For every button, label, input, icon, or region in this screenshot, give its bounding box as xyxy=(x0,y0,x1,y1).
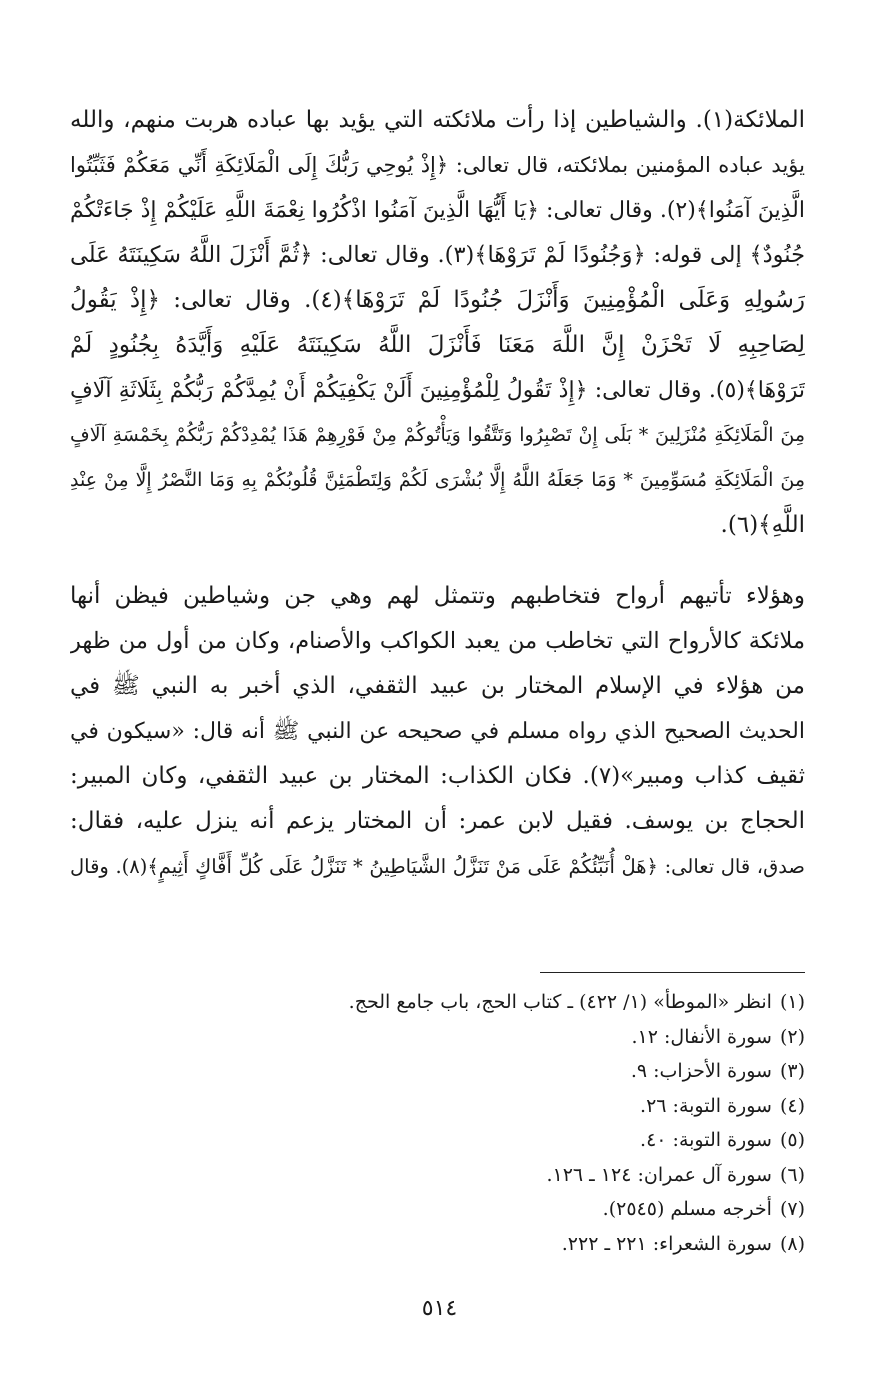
footnote xyxy=(70,1158,805,1193)
text-line: جُنُودٌ﴾ إلى قوله: ﴿وَجُنُودًا لَمْ تَرَوْهَا﴾(٣). وقال تعالى: ﴿ثُمَّ أَنْزَلَ اللَّهُ سَكِينَتَهُ عَلَى xyxy=(70,242,805,268)
footnote-number: (٤) xyxy=(779,1094,805,1117)
text-line: رَسُولِهِ وَعَلَى الْمُؤْمِنِينَ وَأَنْزَلَ جُنُودًا لَمْ تَرَوْهَا﴾(٤). وقال تعالى: ﴿إِذْ يَقُولُ xyxy=(70,287,805,313)
text-line: الَّذِينَ آمَنُوا﴾(٢). وقال تعالى: ﴿يَا أَيُّهَا الَّذِينَ آمَنُوا اذْكُرُوا نِعْمَةَ اللَّهِ عَلَيْكُمْ إِذْ جَاءَتْكُمْ xyxy=(70,198,805,223)
text-line: الحديث الصحيح الذي رواه مسلم في صحيحه عن النبي ﷺ أنه قال: «سيكون في xyxy=(70,719,805,744)
footnote xyxy=(70,1227,805,1262)
footnote-text: سورة الأنفال: ١٢. xyxy=(631,1025,772,1048)
footnote-text: سورة التوبة: ٢٦. xyxy=(640,1094,772,1117)
footnote-number: (٨) xyxy=(779,1232,805,1255)
footnote xyxy=(70,1020,805,1055)
footnote-text: سورة آل عمران: ١٢٤ ـ ١٢٦. xyxy=(546,1163,772,1186)
text-line: لِصَاحِبِهِ لَا تَحْزَنْ إِنَّ اللَّهَ مَعَنَا فَأَنْزَلَ اللَّهُ سَكِينَتَهُ عَلَيْهِ وَأَيَّدَهُ بِجُنُودٍ لَمْ xyxy=(70,332,805,358)
text-line: صدق، قال تعالى: ﴿هَلْ أُنَبِّئُكُمْ عَلَى مَنْ تَنَزَّلُ الشَّيَاطِينُ * تَنَزَّلُ عَلَى كُلِّ أَفَّاكٍ أَثِيمٍ﴾(٨). وقال xyxy=(70,855,805,878)
footnote xyxy=(70,1089,805,1124)
text-line: من هؤلاء في الإسلام المختار بن عبيد الثقفي، الذي أخبر به النبي ﷺ في xyxy=(70,673,805,699)
footnote-text: أخرجه مسلم (٢٥٤٥). xyxy=(602,1198,772,1220)
footnote xyxy=(70,985,805,1020)
footnote-number: (٢) xyxy=(779,1025,805,1048)
footnote-number: (٦) xyxy=(779,1163,805,1186)
paragraph xyxy=(70,574,805,889)
footnote xyxy=(70,1123,805,1158)
text-line: مِنَ الْمَلَائِكَةِ مُنْزَلِينَ * بَلَى إِنْ تَصْبِرُوا وَتَتَّقُوا وَيَأْتُوكُمْ مِنْ فَوْرِهِمْ هَذَا يُمْدِدْكُمْ رَبُّكُمْ بِخَمْسَةِ آلَافٍ xyxy=(70,424,805,446)
text-line: الحجاج بن يوسف. فقيل لابن عمر: أن المختار يزعم أنه ينزل عليه، فقال: xyxy=(70,808,805,834)
text-line: اللَّهِ﴾(٦). xyxy=(720,512,805,538)
footnote-text: سورة الأحزاب: ٩. xyxy=(630,1060,772,1082)
text-line: تَرَوْهَا﴾(٥). وقال تعالى: ﴿إِذْ تَقُولُ لِلْمُؤْمِنِينَ أَلَنْ يَكْفِيَكُمْ أَنْ يُمِدَّكُمْ رَبُّكُمْ بِثَلَاثَةِ آلَافٍ xyxy=(70,378,805,403)
page-number: ٥١٤ xyxy=(421,1296,458,1321)
footnote-number: (١) xyxy=(779,991,805,1013)
footnote-separator xyxy=(540,972,805,973)
footnote-number: (٥) xyxy=(779,1129,805,1151)
footnote-number: (٣) xyxy=(779,1060,805,1082)
body-text xyxy=(70,98,805,889)
footnote-text: سورة الشعراء: ٢٢١ ـ ٢٢٢. xyxy=(561,1232,772,1255)
text-line: ملائكة كالأرواح التي تخاطب من يعبد الكواكب والأصنام، وكان من أول من ظهر xyxy=(70,628,805,654)
text-line: وهؤلاء تأتيهم أرواح فتخاطبهم وتتمثل لهم وهي جن وشياطين فيظن أنها xyxy=(70,583,805,609)
footnote-text: انظر «الموطأ» (١/ ٤٢٢) ـ كتاب الحج، باب جامع الحج. xyxy=(348,991,772,1013)
footnote xyxy=(70,1192,805,1227)
footnote-number: (٧) xyxy=(779,1198,805,1220)
text-line: الملائكة(١). والشياطين إذا رأت ملائكته التي يؤيد بها عباده هربت منهم، والله xyxy=(70,107,805,133)
footnotes xyxy=(70,985,805,1261)
text-line: مِنَ الْمَلَائِكَةِ مُسَوِّمِينَ * وَمَا جَعَلَهُ اللَّهُ إِلَّا بُشْرَى لَكُمْ وَلِتَطْمَئِنَّ قُلُوبُكُمْ بِهِ وَمَا النَّصْرُ إِلَّا مِنْ عِنْدِ xyxy=(70,469,805,491)
paragraph xyxy=(70,98,805,548)
footnote xyxy=(70,1054,805,1089)
text-line: يؤيد عباده المؤمنين بملائكته، قال تعالى: ﴿إِذْ يُوحِي رَبُّكَ إِلَى الْمَلَائِكَةِ أَنِّي مَعَكُمْ فَثَبِّتُوا xyxy=(70,153,805,177)
footnote-text: سورة التوبة: ٤٠. xyxy=(640,1129,772,1151)
text-line: ثقيف كذاب ومبير»(٧). فكان الكذاب: المختار بن عبيد الثقفي، وكان المبير: xyxy=(70,763,805,789)
